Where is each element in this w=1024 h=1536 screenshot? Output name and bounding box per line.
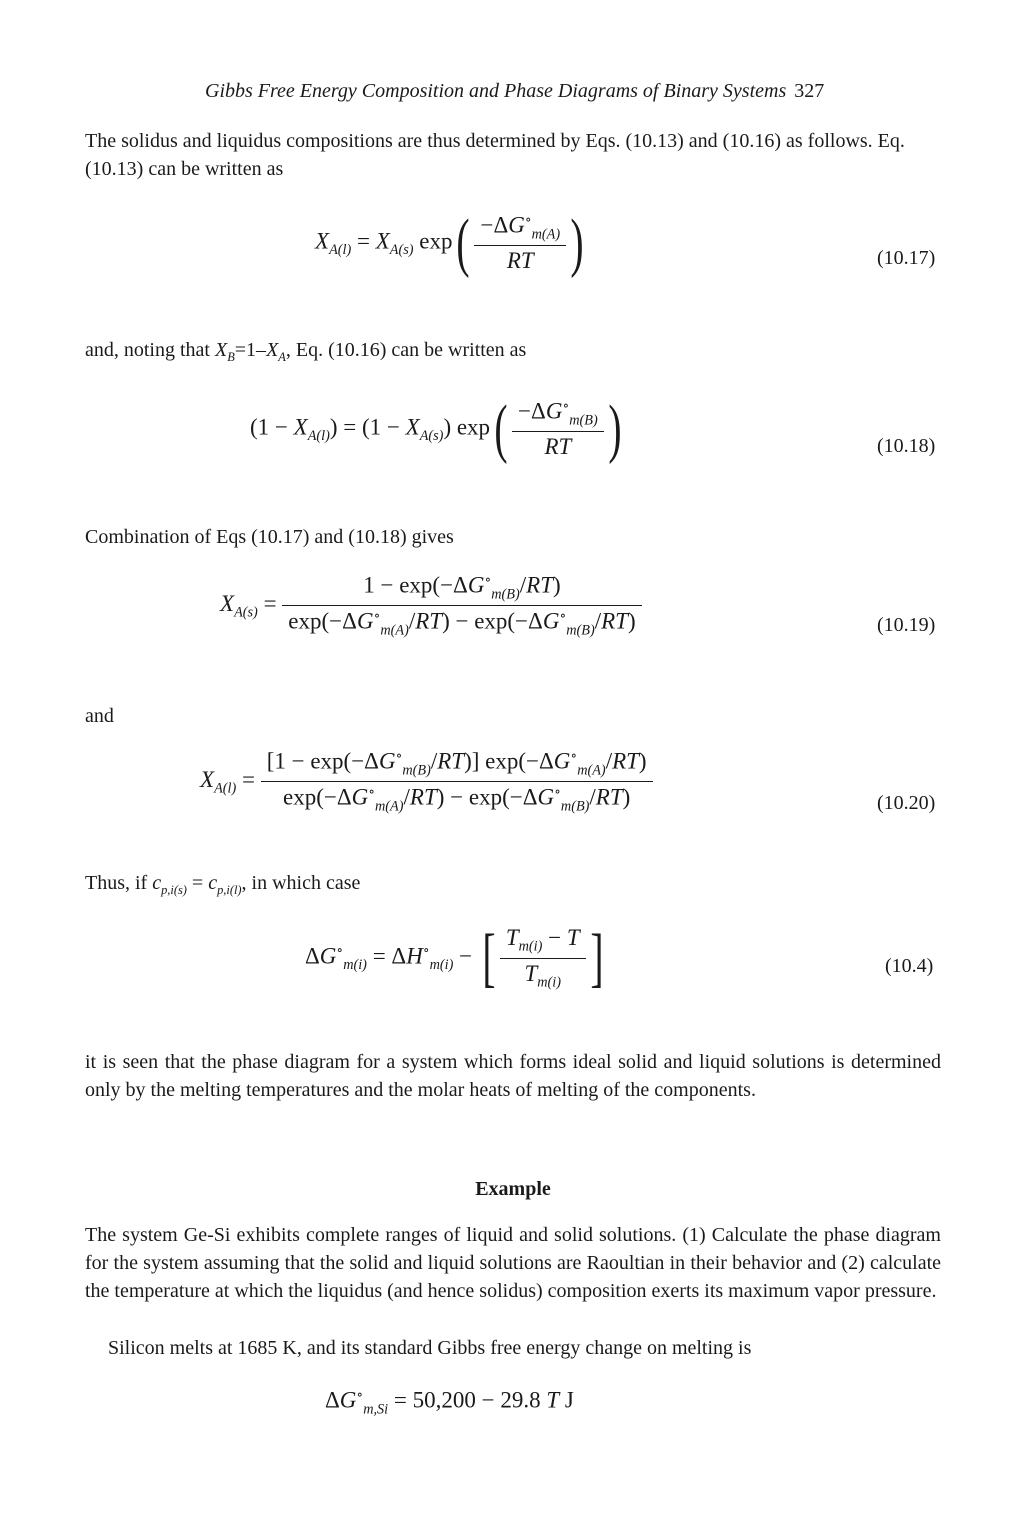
- running-head: [205, 80, 945, 103]
- noting-prefix: and, noting that: [85, 339, 215, 361]
- silicon-paragraph: Silicon melts at 1685 K, and its standard Gibbs free energy change on melting is: [108, 1337, 752, 1359]
- equation-number-10-17: (10.17): [877, 247, 936, 269]
- thus-suffix: in which case: [251, 872, 361, 894]
- noting-paragraph: and, noting that $X_B=1-X_A$, Eq. (10.16) can be written as: [85, 339, 527, 364]
- silicon-gibbs-equation: $\Delta G^\circ_{m,Si} = 50,200 - 29.8$ T J: [325, 1387, 574, 1418]
- example-heading: Example: [475, 1178, 551, 1200]
- equation-number-10-18: (10.18): [877, 435, 936, 457]
- noting-text: , Eq. (10.16) can be written as: [285, 339, 527, 361]
- thus-paragraph: [85, 869, 941, 904]
- thus-prefix: Thus, if: [85, 872, 148, 894]
- equation-10-20: $X_{A(l)}$ = $\frac{[1 - \exp(-\Delta G^\circ_{m(B)}/RT)] \exp(-\Delta G^\circ_{m(A)}/RT)}{\exp(-\Delta G^\circ_{m(A)}/RT) - \exp(-\Delta G^\circ_{m(B)}/RT)}$: [200, 748, 653, 816]
- and-paragraph: and: [85, 705, 114, 727]
- equation-10-17: $X_{A(l)} = X_{A(s)}$ exp( $\frac{-\Delta G^\circ_{m(A)}}{RT}$ ): [315, 206, 584, 280]
- equation-10-4: $\Delta G^\circ_{m(i)} = \Delta H^\circ_{m(i)}$ − [ $\frac{T_{m(i)} - T}{T_{m(i)}}$ ]: [305, 921, 604, 995]
- cp-equality: $c_{p,i(s)} = c_{p,i(l)}$,: [152, 872, 247, 897]
- combination-paragraph: Combination of Eqs (10.17) and (10.18) gives: [85, 526, 454, 548]
- conclusion-paragraph: it is seen that the phase diagram for a system which forms ideal solid and liquid solutions is determined only by the melting temperatures and the molar heats of melting of the components.: [85, 1051, 941, 1101]
- silicon-equation-unit: J: [564, 1387, 574, 1413]
- example-paragraph: The system Ge-Si exhibits complete ranges of liquid and solid solutions. (1) Calculate the phase diagram for the system assuming that the solid and liquid solutions are Raoultian in their behavior and (2) calculate the temperature at which the liquidus (and hence solidus) composition exerts its maximum vapor pressure.: [85, 1224, 941, 1302]
- equation-number-10-20: (10.20): [877, 792, 936, 814]
- equation-10-18: $(1 - X_{A(l)}) = (1 - X_{A(s)})$ exp( $\frac{-\Delta G^\circ_{m(B)}}{RT}$ ): [250, 392, 622, 466]
- running-head-title: Gibbs Free Energy Composition and Phase Diagrams of Binary Systems: [205, 80, 787, 102]
- equation-number-10-4: (10.4): [885, 955, 934, 977]
- silicon-equation-value: 50,200 − 29.8: [412, 1387, 541, 1413]
- equation-number-10-19: (10.19): [877, 614, 936, 636]
- intro-paragraph: The solidus and liquidus compositions are thus determined by Eqs. (10.13) and (10.16) as follows. Eq. (10.13) can be written as: [85, 130, 905, 180]
- page-number: 327: [794, 80, 825, 102]
- equation-10-19: $X_{A(s)}$ = $\frac{1 - \exp(-\Delta G^\circ_{m(B)}/RT)}{\exp(-\Delta G^\circ_{m(A)}/RT) - \exp(-\Delta G^\circ_{m(B)}/RT)}$: [220, 572, 642, 640]
